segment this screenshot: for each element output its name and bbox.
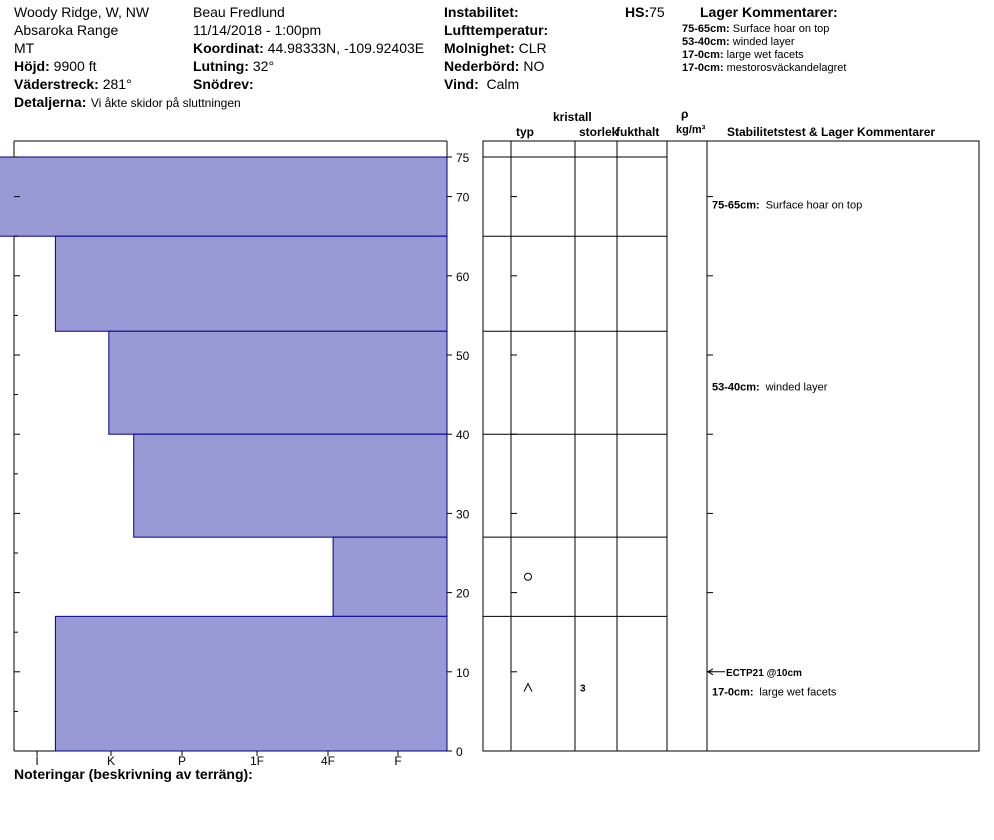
slope-value: 32° bbox=[252, 58, 275, 74]
y-tick-label: 20 bbox=[456, 586, 470, 601]
y-tick-label: 60 bbox=[456, 269, 470, 284]
details-value: Vi åkte skidor på sluttningen bbox=[90, 96, 241, 110]
coord-label: Koordinat: bbox=[193, 40, 264, 56]
crystal-facet-icon bbox=[524, 684, 532, 692]
stability-test-label: ECTP21 @10cm bbox=[726, 667, 802, 679]
layer-comment: 17-0cm: mestorosväckandelagret bbox=[682, 62, 847, 74]
hardness-bar bbox=[134, 434, 447, 537]
precip-value: NO bbox=[523, 58, 545, 74]
y-tick-label: 70 bbox=[456, 190, 470, 205]
type-header: typ bbox=[516, 125, 534, 139]
layer-annotation-range: 53-40cm: bbox=[712, 381, 760, 394]
precip-label: Nederbörd: bbox=[444, 58, 520, 74]
size-header: storlek bbox=[579, 125, 619, 139]
moisture-header: fukthalt bbox=[616, 125, 660, 139]
stability-header: Stabilitetstest & Lager Kommentarer bbox=[727, 125, 936, 139]
hardness-bar bbox=[109, 331, 447, 434]
aspect-label: Väderstreck: bbox=[14, 76, 99, 92]
layer-comments-title: Lager Kommentarer: bbox=[700, 4, 838, 20]
y-tick-label: 0 bbox=[456, 745, 463, 759]
y-tick-label: 30 bbox=[456, 507, 470, 522]
x-tick-label: 4F bbox=[320, 754, 336, 768]
slope-label: Lutning: bbox=[193, 58, 249, 74]
x-tick-label: I bbox=[35, 754, 39, 768]
aspect-value: 281° bbox=[102, 76, 132, 92]
layer-comment: 17-0cm: large wet facets bbox=[682, 49, 804, 61]
layer-comment: 53-40cm: winded layer bbox=[682, 36, 795, 48]
datetime: 11/14/2018 - 1:00pm bbox=[193, 22, 322, 38]
y-tick-label: 40 bbox=[456, 428, 470, 443]
y-tick-label: 50 bbox=[456, 349, 470, 363]
x-tick-label: 1F bbox=[249, 754, 265, 768]
profile-table-frame bbox=[483, 141, 979, 751]
hs-label: HS: bbox=[625, 4, 650, 20]
coord-value: 44.98333N, -109.92403E bbox=[267, 40, 425, 56]
elevation-label: Höjd: bbox=[14, 58, 50, 74]
layer-annotation-range: 75-65cm: bbox=[712, 199, 760, 212]
sky-value: CLR bbox=[518, 40, 547, 56]
airtemp-label: Lufttemperatur: bbox=[444, 22, 549, 38]
wind-value: Calm bbox=[486, 76, 520, 92]
density-unit-header: kg/m³ bbox=[676, 124, 706, 136]
rho-header: ρ bbox=[681, 107, 689, 121]
y-tick-label: 10 bbox=[456, 665, 470, 680]
sky-label: Molnighet: bbox=[444, 40, 515, 56]
hardness-bar bbox=[55, 236, 447, 331]
x-tick-label: P bbox=[177, 754, 187, 768]
layer-comment: 75-65cm: Surface hoar on top bbox=[682, 23, 830, 35]
observer: Beau Fredlund bbox=[193, 4, 285, 20]
layer-annotation-text: winded layer bbox=[765, 381, 828, 394]
mountain-range: Absaroka Range bbox=[14, 22, 119, 38]
crystal-header: kristall bbox=[553, 110, 592, 124]
x-tick-label: K bbox=[106, 754, 116, 768]
x-tick-label: F bbox=[394, 754, 402, 768]
hardness-bar bbox=[0, 157, 447, 236]
layer-annotation-range: 17-0cm: bbox=[712, 686, 754, 699]
layer-annotation-text: large wet facets bbox=[759, 686, 837, 699]
y-tick-label: 75 bbox=[456, 151, 470, 165]
instability-label: Instabilitet: bbox=[444, 4, 519, 20]
state: MT bbox=[14, 40, 35, 56]
hardness-bar bbox=[55, 616, 447, 751]
hs-value: 75 bbox=[649, 4, 665, 20]
hardness-bar bbox=[333, 537, 447, 616]
drift-label: Snödrev: bbox=[193, 76, 254, 92]
layer-annotation-text: Surface hoar on top bbox=[765, 199, 863, 212]
elevation-value: 9900 ft bbox=[53, 58, 97, 74]
crystal-rounded-icon bbox=[525, 573, 532, 580]
notes-label: Noteringar (beskrivning av terräng): bbox=[14, 766, 253, 782]
location: Woody Ridge, W, NW bbox=[14, 4, 150, 20]
crystal-size: 3 bbox=[580, 683, 586, 695]
details-label: Detaljerna: bbox=[14, 94, 87, 110]
wind-label: Vind: bbox=[444, 76, 479, 92]
